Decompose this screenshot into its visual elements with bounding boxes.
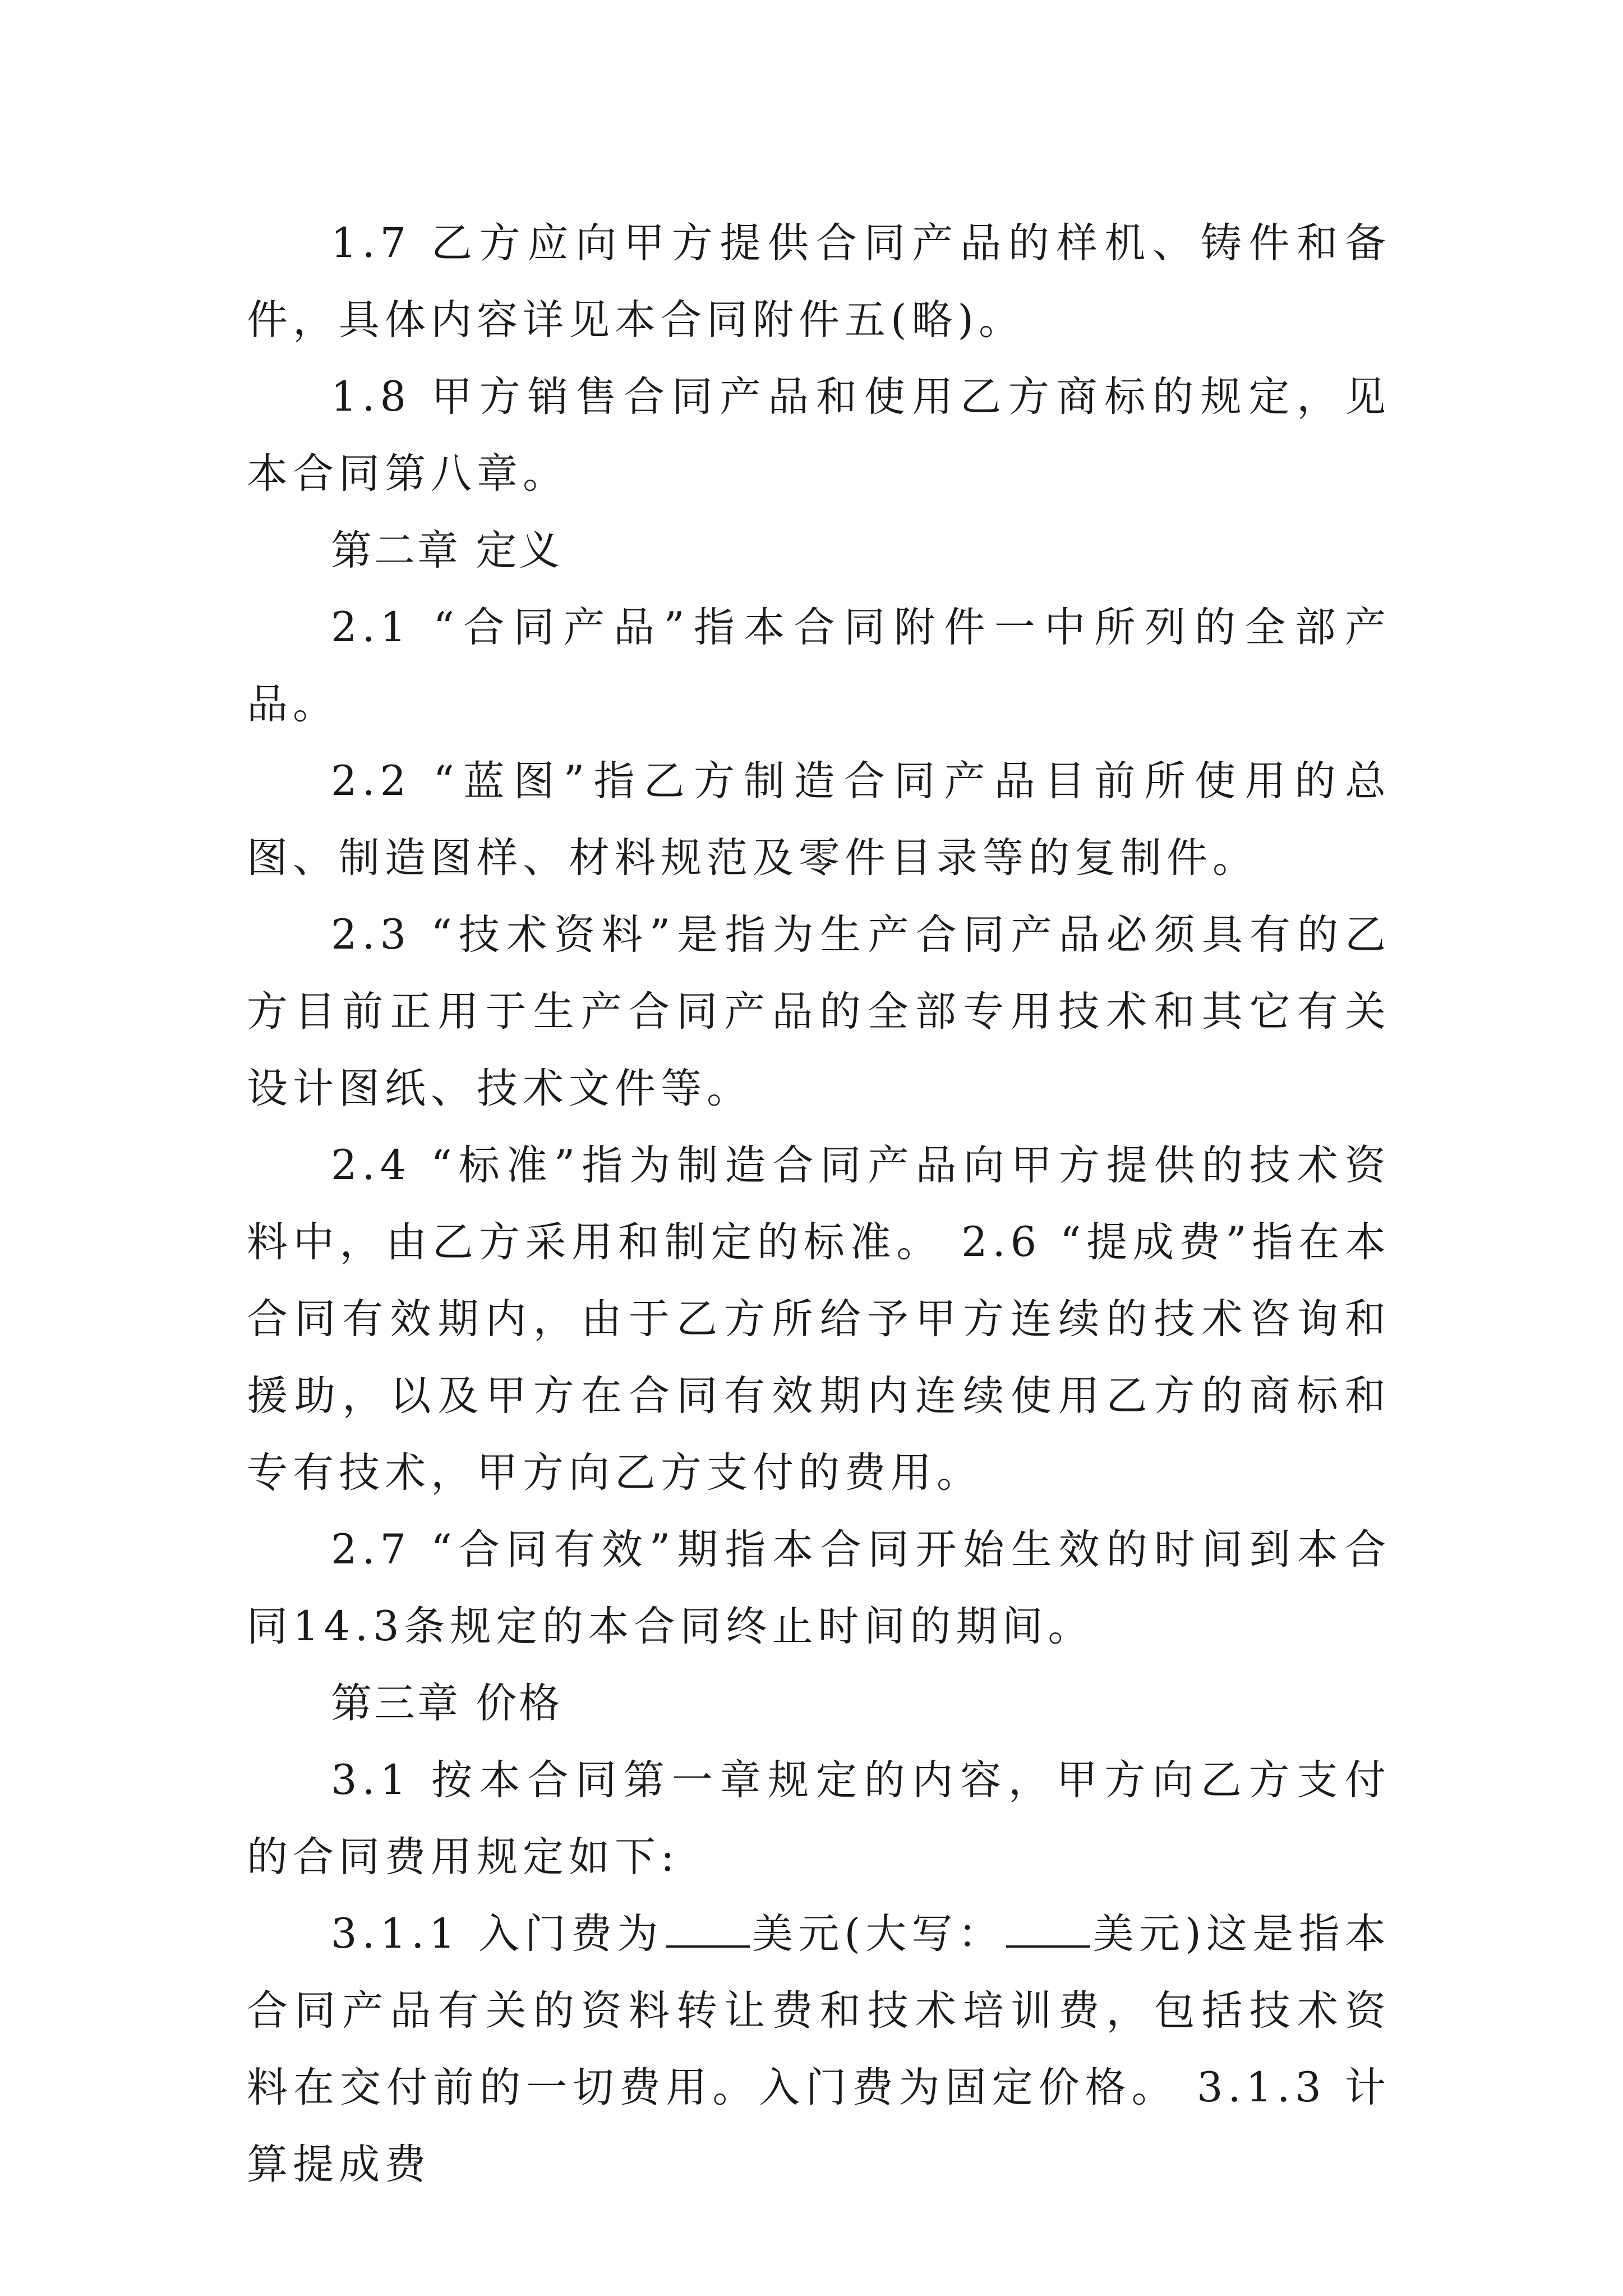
clause-2-7: 2.7 “合同有效”期指本合同开始生效的时间到本合同14.3条规定的本合同终止时间的期间。 [247, 1526, 1391, 1650]
chapter-2-heading: 第二章 定义 [331, 527, 562, 574]
document-body [247, 205, 1391, 2203]
clause-1-8: 1.8 甲方销售合同产品和使用乙方商标的规定，见本合同第八章。 [247, 373, 1391, 498]
clause-3-1-1-part1: 3.1.1 入门费为 [331, 1910, 663, 1958]
fill-blank-amount [666, 1912, 750, 1948]
fill-blank-amount-words [1006, 1912, 1090, 1948]
clause-2-1: 2.1 “合同产品”指本合同附件一中所列的全部产品。 [247, 604, 1391, 728]
clause-2-4: 2.4 “标准”指为制造合同产品向甲方提供的技术资料中，由乙方采用和制定的标准。 2.6 “提成费”指在本合同有效期内，由于乙方所给予甲方连续的技术咨询和援助，以及甲方在合同有效期内连续使用乙方的商标和专有技术，甲方向乙方支付的费用。 [247, 1142, 1391, 1497]
clause-2-2: 2.2 “蓝图”指乙方制造合同产品目前所使用的总图、制造图样、材料规范及零件目录等的复制件。 [247, 757, 1391, 882]
clause-3-1-1-part2: 美元(大写： [751, 1910, 1004, 1958]
clause-3-1-1-part3: 美元)这是指本合同产品有关的资料转让费和技术培训费，包括技术资料在交付前的一切费用。入门费为固定价格。 3.1.3 计算提成费 [247, 1910, 1391, 2188]
clause-1-7: 1.7 乙方应向甲方提供合同产品的样机、铸件和备件，具体内容详见本合同附件五(略)。 [247, 219, 1391, 344]
clause-3-1-1 [247, 1895, 1391, 2203]
chapter-3-heading: 第三章 价格 [331, 1680, 562, 1727]
clause-2-3: 2.3 “技术资料”是指为生产合同产品必须具有的乙方目前正用于生产合同产品的全部专用技术和其它有关设计图纸、技术文件等。 [247, 911, 1391, 1112]
clause-3-1: 3.1 按本合同第一章规定的内容，甲方向乙方支付的合同费用规定如下: [247, 1756, 1391, 1881]
